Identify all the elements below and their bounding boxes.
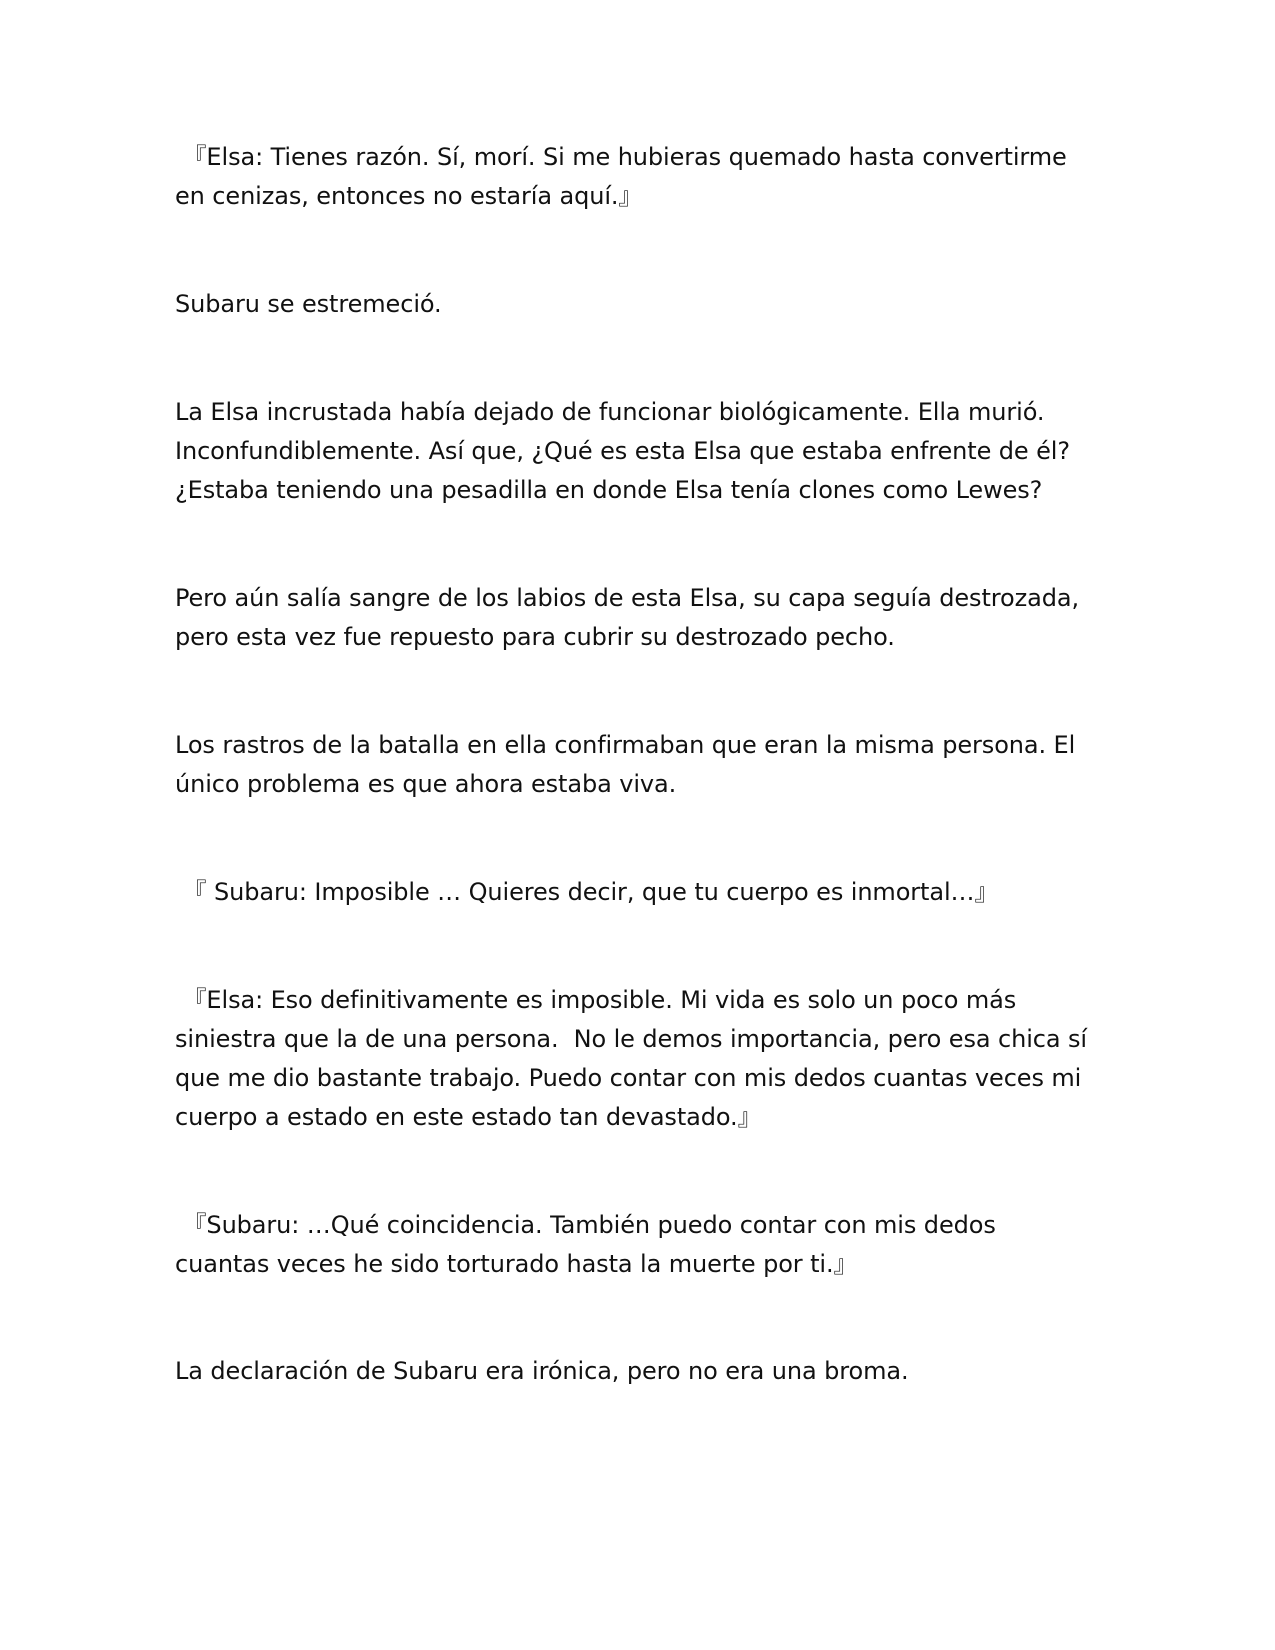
paragraph-subaru-dialogue-1: 『 Subaru: Imposible … Quieres decir, que tu cuerpo es inmortal…』 — [175, 878, 999, 906]
text-column — [175, 138, 1095, 1391]
paragraph-elsa-dialogue-2: 『Elsa: Eso definitivamente es imposible. Mi vida es solo un poco más siniestra que la de una persona. No le demos importancia, pero esa chica sí que me dio bastante trabajo. Puedo contar con mis dedos cuantas veces mi cuerpo a estado en este estado tan devastado.』 — [175, 986, 1095, 1131]
paragraph-elsa-dialogue-1: 『Elsa: Tienes razón. Sí, morí. Si me hubieras quemado hasta convertirme en cenizas, entonces no estaría aquí.』 — [175, 143, 1075, 210]
paragraph-battle-traces: Los rastros de la batalla en ella confirmaban que eran la misma persona. El único problema es que ahora estaba viva. — [175, 731, 1083, 798]
paragraph-embedded-elsa: La Elsa incrustada había dejado de funcionar biológicamente. Ella murió. Inconfundiblemente. Así que, ¿Qué es esta Elsa que estaba enfrente de él? ¿Estaba teniendo una pesadilla en donde Elsa tenía clones como Lewes? — [175, 398, 1078, 504]
paragraph-subaru-shudder: Subaru se estremeció. — [175, 290, 442, 318]
paragraph-ironic-declaration: La declaración de Subaru era irónica, pero no era una broma. — [175, 1357, 909, 1385]
paragraph-subaru-dialogue-2: 『Subaru: …Qué coincidencia. También puedo contar con mis dedos cuantas veces he sido torturado hasta la muerte por ti.』 — [175, 1211, 1004, 1278]
paragraph-blood-cape: Pero aún salía sangre de los labios de esta Elsa, su capa seguía destrozada, pero esta vez fue repuesto para cubrir su destrozado pecho. — [175, 584, 1087, 651]
